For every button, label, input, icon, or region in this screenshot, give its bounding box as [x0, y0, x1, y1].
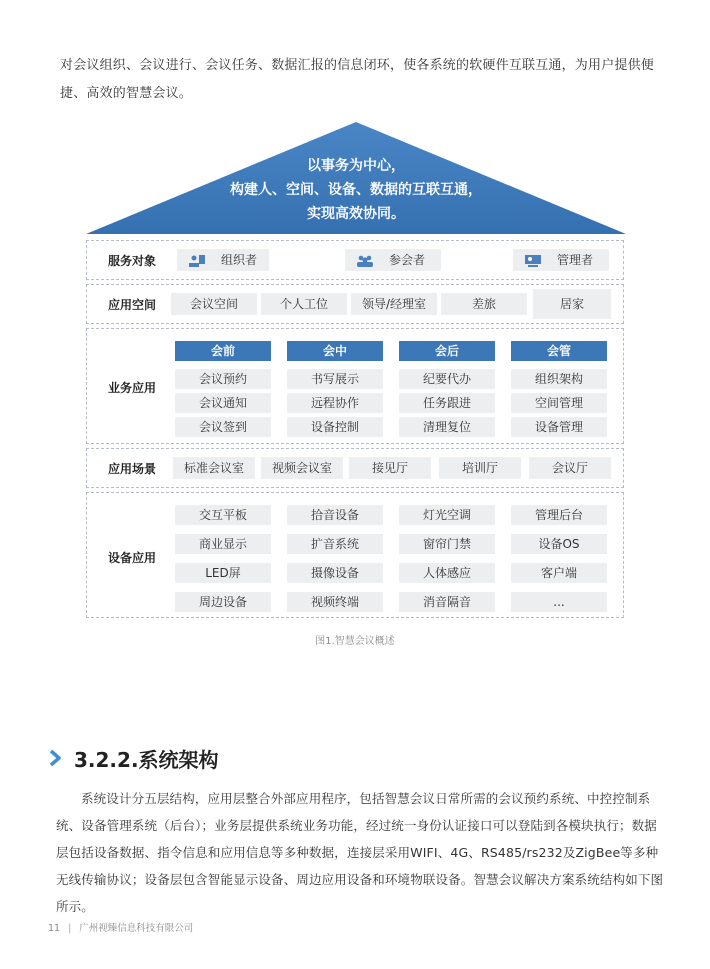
business-item: 设备管理 — [511, 417, 607, 437]
device-item: 交互平板 — [175, 505, 271, 525]
layer-label: 设备应用 — [107, 551, 156, 565]
page-footer — [48, 920, 193, 934]
role-label: 组织者 — [221, 253, 258, 267]
device-item: 消音隔音 — [399, 592, 495, 612]
roof-line-3: 实现高效协同。 — [307, 206, 405, 222]
layer-service — [86, 240, 624, 280]
device-item: ... — [511, 592, 607, 612]
roof-slogan — [186, 154, 526, 226]
device-item: 人体感应 — [399, 563, 495, 583]
layer-scene — [86, 448, 624, 488]
device-item: 扩音系统 — [287, 534, 383, 554]
figure-caption: 图1.智慧会议概述 — [315, 636, 395, 647]
business-item: 清理复位 — [399, 417, 495, 437]
space-item: 领导/经理室 — [351, 293, 437, 315]
footer-divider: | — [68, 923, 72, 934]
layer-device — [86, 492, 624, 618]
intro-paragraph: 对会议组织、会议进行、会议任务、数据汇报的信息闭环，使各系统的软硬件互联互通，为用户提供便捷、高效的智慧会议。 — [60, 58, 655, 101]
business-item: 远程协作 — [287, 393, 383, 413]
device-item: LED屏 — [175, 563, 271, 583]
layer-label: 应用场景 — [107, 462, 156, 476]
layer-label: 服务对象 — [107, 254, 156, 268]
section-title: 3.2.2.系统架构 — [74, 748, 219, 772]
scene-item: 视频会议室 — [261, 457, 343, 479]
chevron-right-icon — [48, 748, 62, 768]
device-item: 管理后台 — [511, 505, 607, 525]
business-item: 任务跟进 — [399, 393, 495, 413]
device-item: 周边设备 — [175, 592, 271, 612]
business-header-after: 会后 — [399, 341, 495, 361]
space-item: 差旅 — [441, 293, 527, 315]
company-name: 广州视臻信息科技有限公司 — [79, 923, 194, 934]
scene-item: 标准会议室 — [173, 457, 255, 479]
space-item: 居家 — [533, 289, 611, 319]
space-item: 会议空间 — [171, 293, 257, 315]
business-item: 空间管理 — [511, 393, 607, 413]
layer-business — [86, 328, 624, 444]
device-item: 视频终端 — [287, 592, 383, 612]
layer-label: 业务应用 — [107, 381, 156, 395]
device-item: 设备OS — [511, 534, 607, 554]
body-paragraph: 系统设计分五层结构，应用层整合外部应用程序，包括智慧会议日常所需的会议预约系统、中控控制系统、设备管理系统（后台）；业务层提供系统业务功能，经过统一身份认证接口可以登陆到各模块执行；数据层包括设备数据、指令信息和应用信息等多种数据，连接层采用WIFI、4G、RS485/rs232及ZigBee等多种无线传输协议；设备层包含智能显示设备、周边应用设备和环境物联设备。智慧会议解决方案系统结构如下图所示。 — [56, 791, 664, 914]
layer-space — [86, 284, 624, 324]
manager-icon — [525, 255, 541, 267]
device-item: 窗帘门禁 — [399, 534, 495, 554]
role-participant — [345, 249, 441, 271]
role-manager — [513, 249, 609, 271]
business-item: 组织架构 — [511, 369, 607, 389]
scene-item: 培训厅 — [439, 457, 521, 479]
role-organizer — [177, 249, 269, 271]
device-item: 商业显示 — [175, 534, 271, 554]
business-item: 纪要代办 — [399, 369, 495, 389]
scene-item: 接见厅 — [349, 457, 431, 479]
role-label: 参会者 — [389, 253, 426, 267]
roof-line-2: 构建人、空间、设备、数据的互联互通， — [230, 182, 482, 198]
business-item: 会议通知 — [175, 393, 271, 413]
business-header-before: 会前 — [175, 341, 271, 361]
business-header-manage: 会管 — [511, 341, 607, 361]
space-item: 个人工位 — [261, 293, 347, 315]
business-header-during: 会中 — [287, 341, 383, 361]
scene-item: 会议厅 — [529, 457, 611, 479]
device-item: 客户端 — [511, 563, 607, 583]
device-item: 灯光空调 — [399, 505, 495, 525]
role-label: 管理者 — [557, 253, 594, 267]
business-item: 会议签到 — [175, 417, 271, 437]
device-item: 拾音设备 — [287, 505, 383, 525]
layer-label: 应用空间 — [107, 298, 156, 312]
business-item: 书写展示 — [287, 369, 383, 389]
presenter-icon — [189, 255, 205, 267]
roof-line-1: 以事务为中心， — [307, 158, 405, 174]
device-item: 摄像设备 — [287, 563, 383, 583]
group-icon — [357, 255, 373, 267]
business-item: 设备控制 — [287, 417, 383, 437]
page-number: 11 — [48, 923, 61, 934]
business-item: 会议预约 — [175, 369, 271, 389]
